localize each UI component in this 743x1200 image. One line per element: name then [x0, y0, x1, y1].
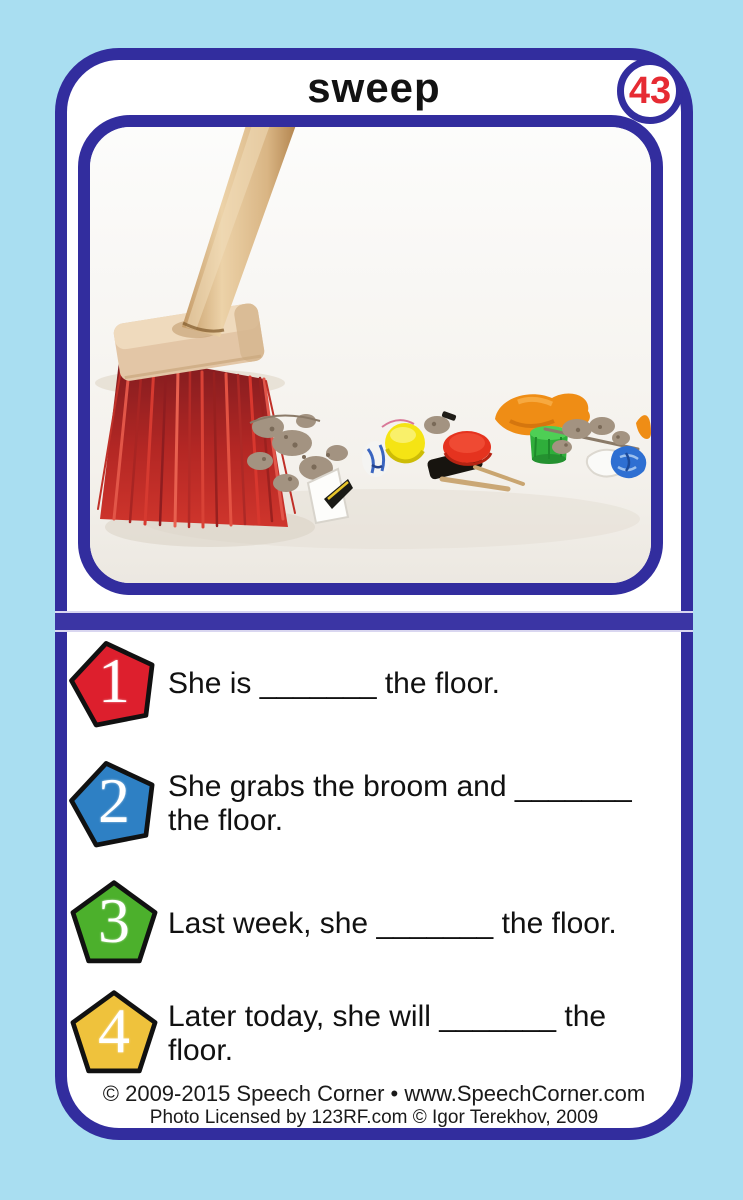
photo-frame: [78, 115, 663, 595]
badge-number: 4: [98, 995, 130, 1066]
photo-credit-line: Photo Licensed by 123RF.com © Igor Terekhov, 2009: [149, 1107, 599, 1128]
sentence-row-1: [67, 636, 667, 732]
card-title: sweep: [307, 64, 441, 111]
sentence-row-4: [67, 986, 667, 1082]
badge-number: 2: [98, 765, 130, 836]
sentence-text: She is _______ the floor.: [168, 667, 500, 700]
number-badge-2: [67, 758, 161, 850]
card-number: 43: [628, 69, 672, 112]
section-divider: [55, 613, 693, 630]
footer: [67, 1080, 681, 1129]
copyright-line: © 2009-2015 Speech Corner • www.SpeechCorner.com: [102, 1081, 646, 1106]
flashcard: [55, 48, 693, 1140]
number-badge-4: [67, 988, 161, 1080]
red-cap: [443, 431, 491, 464]
sentence-text: Last week, she _______ the floor.: [168, 907, 617, 940]
card-number-badge: [617, 58, 683, 124]
yellow-cap: [385, 423, 425, 463]
number-badge-1: [67, 638, 161, 730]
number-badge-3: [67, 878, 161, 970]
sentence-row-3: [67, 876, 667, 972]
broom-photo: [90, 127, 651, 583]
badge-number: 3: [98, 885, 130, 956]
sentence-row-2: [67, 756, 667, 852]
sentence-text: She grabs the broom and _______ the floor.: [168, 770, 632, 837]
sentence-text: Later today, she will _______ the floor.: [168, 1000, 607, 1067]
badge-number: 1: [98, 645, 130, 716]
